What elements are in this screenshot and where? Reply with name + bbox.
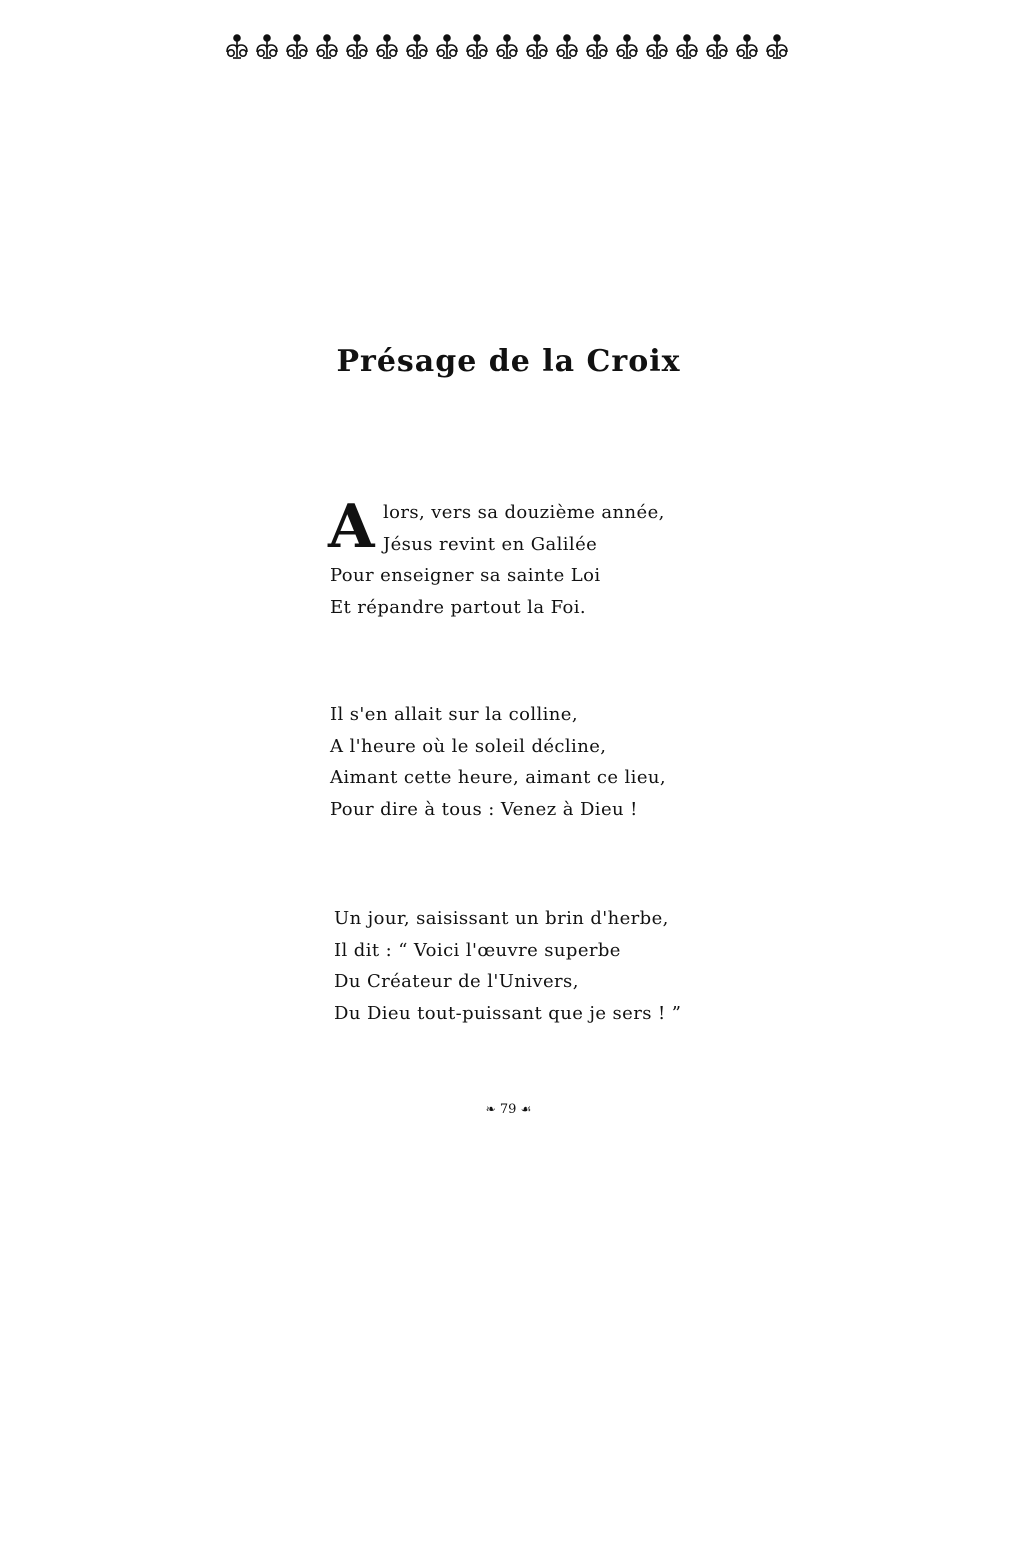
- stanza-2: [330, 699, 730, 825]
- page-number-value: 79: [499, 1102, 517, 1117]
- verse-line: Aimant cette heure, aimant ce lieu,: [330, 767, 666, 788]
- fleuron-icon: [437, 35, 457, 58]
- verse-line: A l'heure où le soleil décline,: [330, 735, 607, 757]
- fleuron-icon: [557, 35, 577, 58]
- fleuron-icon: [647, 35, 667, 58]
- fleuron-icon: [767, 35, 787, 58]
- fleuron-right-icon: ☙: [520, 1102, 532, 1116]
- fleuron-icon: [707, 35, 727, 58]
- fleuron-icon: [467, 35, 487, 58]
- fleuron-icon: [227, 35, 247, 58]
- stanza-1: [328, 492, 730, 623]
- page-title: Présage de la Croix: [336, 344, 681, 380]
- fleuron-icon: [677, 35, 697, 58]
- verse-line: Du Dieu tout-puissant que je sers ! ”: [334, 1002, 682, 1024]
- fleuron-icon: [407, 35, 427, 58]
- verse-line: Jésus revint en Galilée: [382, 533, 598, 555]
- fleuron-icon: [347, 35, 367, 58]
- verse-line: Pour enseigner sa sainte Loi: [330, 565, 601, 586]
- fleuron-icon: [257, 35, 277, 58]
- fleuron-icon: [377, 35, 397, 58]
- fleuron-icon: [737, 35, 757, 58]
- verse-line: Du Créateur de l'Univers,: [334, 971, 579, 992]
- verse-line: Pour dire à tous : Venez à Dieu !: [330, 798, 638, 820]
- verse-text: lors, vers sa douzième année,: [382, 502, 665, 523]
- verse-line: Un jour, saisissant un brin d'herbe,: [334, 908, 669, 929]
- fleuron-icon: [497, 35, 517, 58]
- verse-line: Il s'en allait sur la colline,: [330, 704, 578, 725]
- fleuron-icon: [617, 35, 637, 58]
- fleuron-icon: [587, 35, 607, 58]
- fleuron-icon: [527, 35, 547, 58]
- stanza-3: [334, 903, 734, 1029]
- verse-line: Et répandre partout la Foi.: [330, 596, 587, 618]
- page-number: [0, 1098, 1017, 1121]
- fleuron-icon: [317, 35, 337, 58]
- fleuron-icon: [287, 35, 307, 58]
- fleuron-left-icon: ❧: [485, 1102, 496, 1116]
- ornamental-border-icon: [222, 32, 794, 62]
- drop-cap: A: [328, 492, 375, 562]
- verse-line: Il dit : “ Voici l'œuvre superbe: [334, 939, 621, 961]
